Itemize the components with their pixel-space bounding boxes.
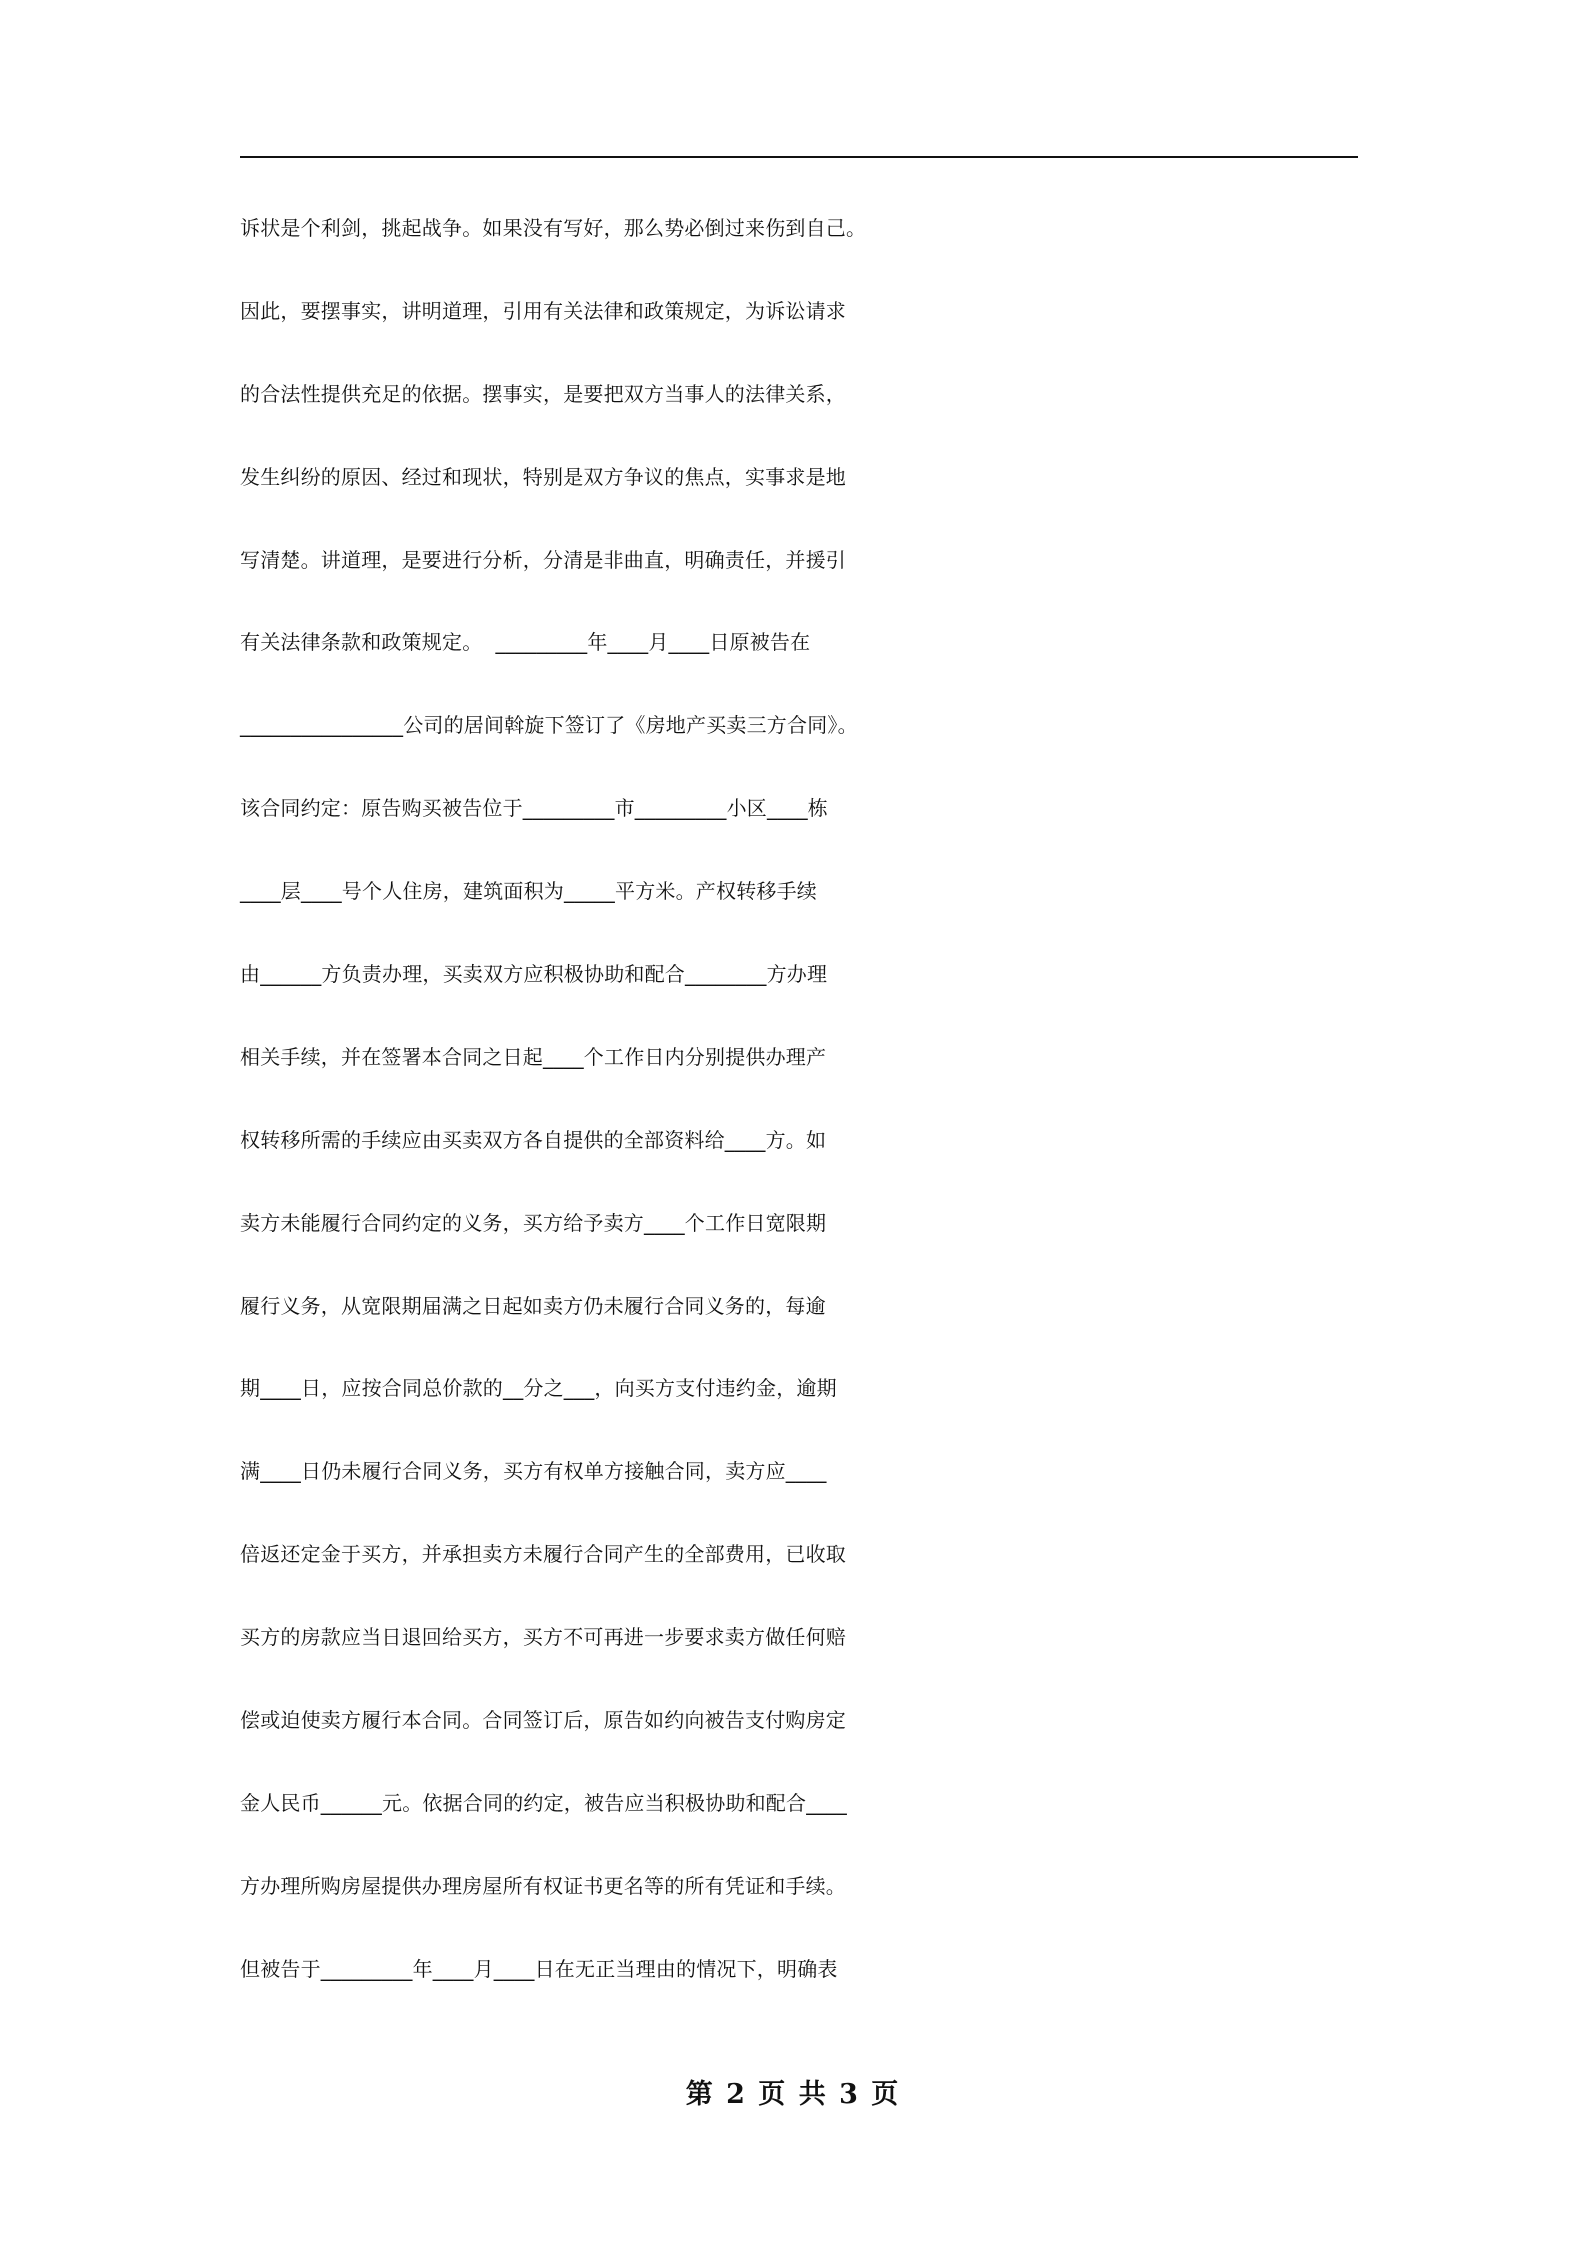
text-line: 该合同约定：原告购买被告位于_________市_________小区____栋 <box>240 796 828 821</box>
text-line: 期____日，应按合同总价款的__分之___，向买方支付违约金，逾期 <box>240 1376 837 1401</box>
text-line: 卖方未能履行合同约定的义务，买方给予卖方____个工作日宽限期 <box>240 1210 827 1235</box>
text-line: 满____日仍未履行合同义务，买方有权单方接触合同，卖方应____ <box>240 1459 827 1484</box>
text-line: 因此，要摆事实，讲明道理，引用有关法律和政策规定，为诉讼请求 <box>240 298 846 323</box>
text-line: 有关法律条款和政策规定。 _________年____月____日原被告在 <box>240 630 811 655</box>
text-line: 由______方负责办理，买卖双方应积极协助和配合________方办理 <box>240 962 828 987</box>
body-text <box>240 198 1380 2022</box>
text-line: 的合法性提供充足的依据。摆事实，是要把双方当事人的法律关系， <box>240 381 846 406</box>
page-number: 第 2 页 共 3 页 <box>685 2079 901 2110</box>
text-line: 但被告于_________年____月____日在无正当理由的情况下，明确表 <box>240 1956 838 1981</box>
text-line: 方办理所购房屋提供办理房屋所有权证书更名等的所有凭证和手续。 <box>240 1873 846 1898</box>
text-line: 买方的房款应当日退回给买方，买方不可再进一步要求卖方做任何赔 <box>240 1625 846 1650</box>
text-line: ____层____号个人住房，建筑面积为_____平方米。产权转移手续 <box>240 879 817 904</box>
text-line: ________________公司的居间斡旋下签订了《房地产买卖三方合同》。 <box>240 713 858 738</box>
header-rule <box>240 156 1358 158</box>
text-line: 写清楚。讲道理，是要进行分析，分清是非曲直，明确责任，并援引 <box>240 547 846 572</box>
text-line: 相关手续，并在签署本合同之日起____个工作日内分别提供办理产 <box>240 1044 827 1069</box>
text-line: 发生纠纷的原因、经过和现状，特别是双方争议的焦点，实事求是地 <box>240 464 846 489</box>
text-line: 履行义务，从宽限期届满之日起如卖方仍未履行合同义务的，每逾 <box>240 1293 826 1318</box>
text-line: 权转移所需的手续应由买卖双方各自提供的全部资料给____方。如 <box>240 1127 827 1152</box>
text-line: 倍返还定金于买方，并承担卖方未履行合同产生的全部费用，已收取 <box>240 1542 846 1567</box>
text-line: 偿或迫使卖方履行本合同。合同签订后，原告如约向被告支付购房定 <box>240 1708 846 1733</box>
text-line: 金人民币______元。依据合同的约定，被告应当积极协助和配合____ <box>240 1790 847 1815</box>
text-line: 诉状是个利剑，挑起战争。如果没有写好，那么势必倒过来伤到自己。 <box>240 216 867 240</box>
